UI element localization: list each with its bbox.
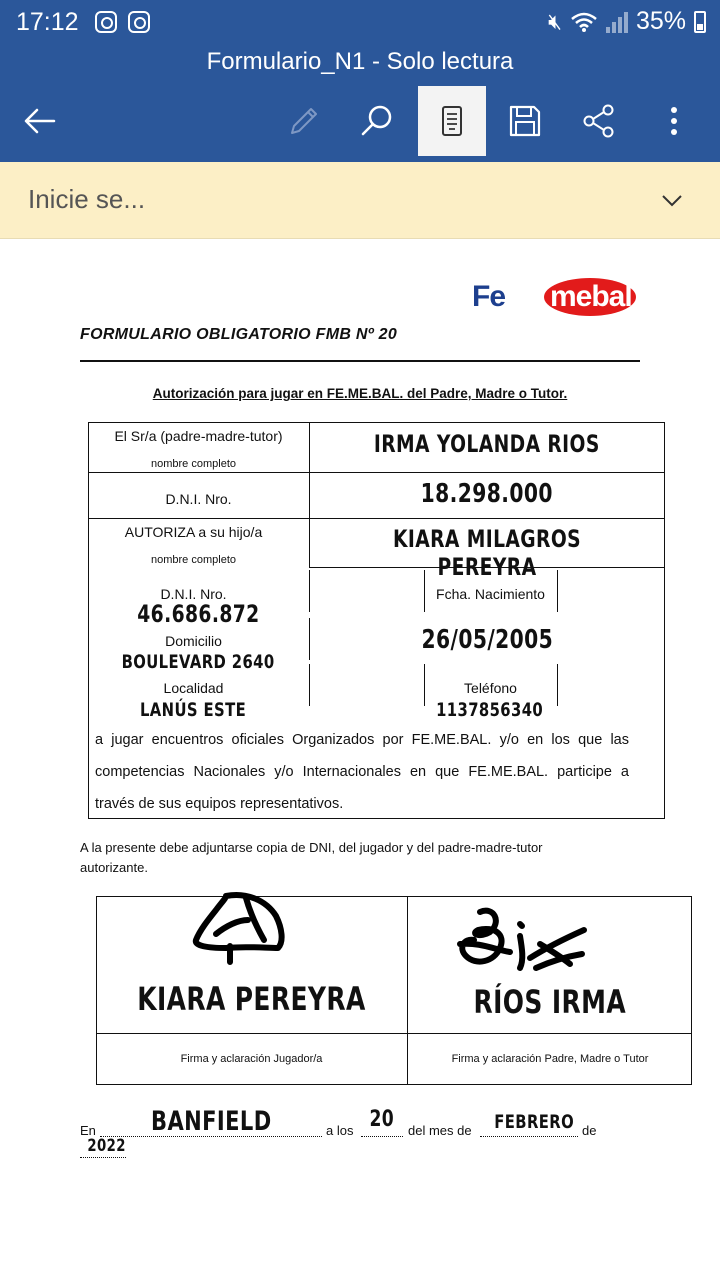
value-address: BOULEVARD 2640: [121, 651, 275, 673]
banner-text: Inicie se...: [28, 184, 146, 214]
footer-en-label: En: [80, 1123, 96, 1138]
label-locality: Localidad: [163, 680, 224, 696]
footer-year-cell: [82, 1136, 132, 1156]
footer-place: BANFIELD: [150, 1106, 272, 1137]
footer-a-los-label: a los: [326, 1123, 354, 1138]
label-parent: El Sr/a (padre-madre-tutor): [114, 428, 283, 444]
player-name: KIARA PEREYRA: [137, 980, 366, 1018]
footer-day-cell: [361, 1106, 403, 1132]
reading-view-button[interactable]: [418, 86, 486, 156]
instagram-notification-icon: [95, 11, 117, 33]
footer-year: 2022: [87, 1136, 127, 1156]
table-border-top: [88, 422, 665, 423]
document-page: [0, 240, 720, 1280]
value-parent-name-cell: [310, 430, 664, 459]
year-dotted-line: [80, 1157, 126, 1158]
value-phone: 1137856340: [436, 699, 544, 721]
search-button[interactable]: [343, 86, 411, 156]
value-child-name-cell: [310, 525, 664, 582]
logo-text-fe: Fe: [472, 280, 506, 313]
status-bar: [0, 0, 720, 44]
tutor-signature-scribble: [450, 904, 590, 980]
label-phone: Teléfono: [464, 680, 517, 696]
value-phone-cell: [400, 699, 580, 722]
label-full-name-1: nombre completo: [151, 458, 236, 470]
back-button[interactable]: [6, 86, 74, 156]
footer-day: 20: [369, 1107, 395, 1132]
attachment-note: A la presente debe adjuntarse copia de DNI, del jugador y del padre-madre-tutor autorizante.: [80, 840, 543, 875]
more-vertical-icon: [654, 101, 694, 141]
label-address: Domicilio: [165, 633, 222, 649]
logo-text-mebal: mebal: [550, 280, 632, 313]
signature-line: [96, 1033, 692, 1034]
form-subtitle: Autorización para jugar en FE.ME.BAL. del Padre, Madre o Tutor.: [152, 386, 568, 401]
footer-mes-label: del mes de: [408, 1123, 472, 1138]
value-parent-name: IRMA YOLANDA RIOS: [374, 430, 600, 458]
day-dotted-line: [361, 1136, 403, 1137]
value-address-cell: [88, 651, 309, 674]
label-birth: Fcha. Nacimiento: [436, 586, 545, 602]
label-authorize: AUTORIZA a su hijo/a: [124, 524, 263, 540]
share-button[interactable]: [565, 86, 633, 156]
pencil-icon: [284, 101, 324, 141]
footer-month-cell: [480, 1111, 588, 1134]
mute-icon: 🔇︎: [548, 8, 562, 34]
signal-icon: [606, 11, 628, 33]
footer-month: FEBRERO: [494, 1111, 574, 1133]
value-dni-parent-cell: [310, 478, 664, 509]
status-time: 17:12: [16, 8, 79, 36]
table-line-1: [88, 472, 665, 473]
value-dni-child-cell: [88, 600, 309, 629]
tutor-signature-label: Firma y aclaración Padre, Madre o Tutor: [451, 1053, 649, 1065]
wifi-icon: [570, 11, 598, 33]
save-button[interactable]: [491, 86, 559, 156]
reading-view-icon: [432, 101, 472, 141]
value-dni-parent: 18.298.000: [420, 479, 554, 509]
value-locality-cell: [88, 699, 299, 722]
more-options-button[interactable]: [640, 86, 708, 156]
share-icon: [579, 101, 619, 141]
label-full-name-2: nombre completo: [151, 554, 236, 566]
value-birth: 26/05/2005: [421, 625, 553, 655]
label-dni-child: D.N.I. Nro.: [160, 586, 227, 602]
tutor-name: RÍOS IRMA: [473, 983, 627, 1021]
edit-button[interactable]: [270, 86, 338, 156]
status-right: [548, 7, 706, 36]
battery-icon: [694, 11, 706, 33]
player-name-cell: [96, 980, 407, 1018]
footer-de-label: de: [582, 1123, 597, 1138]
title-divider: [80, 360, 640, 362]
value-dni-child: 46.686.872: [137, 600, 260, 628]
table-line-2: [88, 518, 665, 519]
value-locality: LANÚS ESTE: [140, 699, 247, 721]
authorization-paragraph: a jugar encuentros oficiales Organizados por FE.ME.BAL. y/o en los que las competencias Nacionales y/o Internacionales en que FE.ME.BAL. participe a través de sus equipos representativos.: [95, 732, 629, 812]
player-signature-scribble: [186, 890, 296, 968]
instagram-notification-icon-2: [128, 11, 150, 33]
arrow-left-icon: [20, 101, 60, 141]
femebal-logo: [472, 278, 637, 320]
document-title: Formulario_N1 - Solo lectura: [0, 44, 720, 84]
chevron-down-icon[interactable]: [660, 188, 684, 212]
search-icon: [357, 101, 397, 141]
month-dotted-line: [480, 1136, 578, 1137]
form-title: FORMULARIO OBLIGATORIO FMB Nº 20: [80, 326, 398, 343]
value-birth-cell: [310, 624, 664, 655]
battery-percent: 35%: [635, 7, 686, 35]
player-signature-label: Firma y aclaración Jugador/a: [180, 1053, 323, 1065]
sign-in-banner[interactable]: [0, 162, 720, 239]
toolbar: [0, 84, 720, 162]
label-dni-parent: D.N.I. Nro.: [165, 491, 232, 507]
tutor-name-cell: [408, 983, 692, 1021]
save-icon: [505, 101, 545, 141]
table-divider-seg-3: [309, 664, 310, 706]
value-child-name: KIARA MILAGROS PEREYRA: [392, 525, 582, 581]
table-border-right: [664, 422, 665, 818]
footer-place-cell: [100, 1106, 322, 1137]
